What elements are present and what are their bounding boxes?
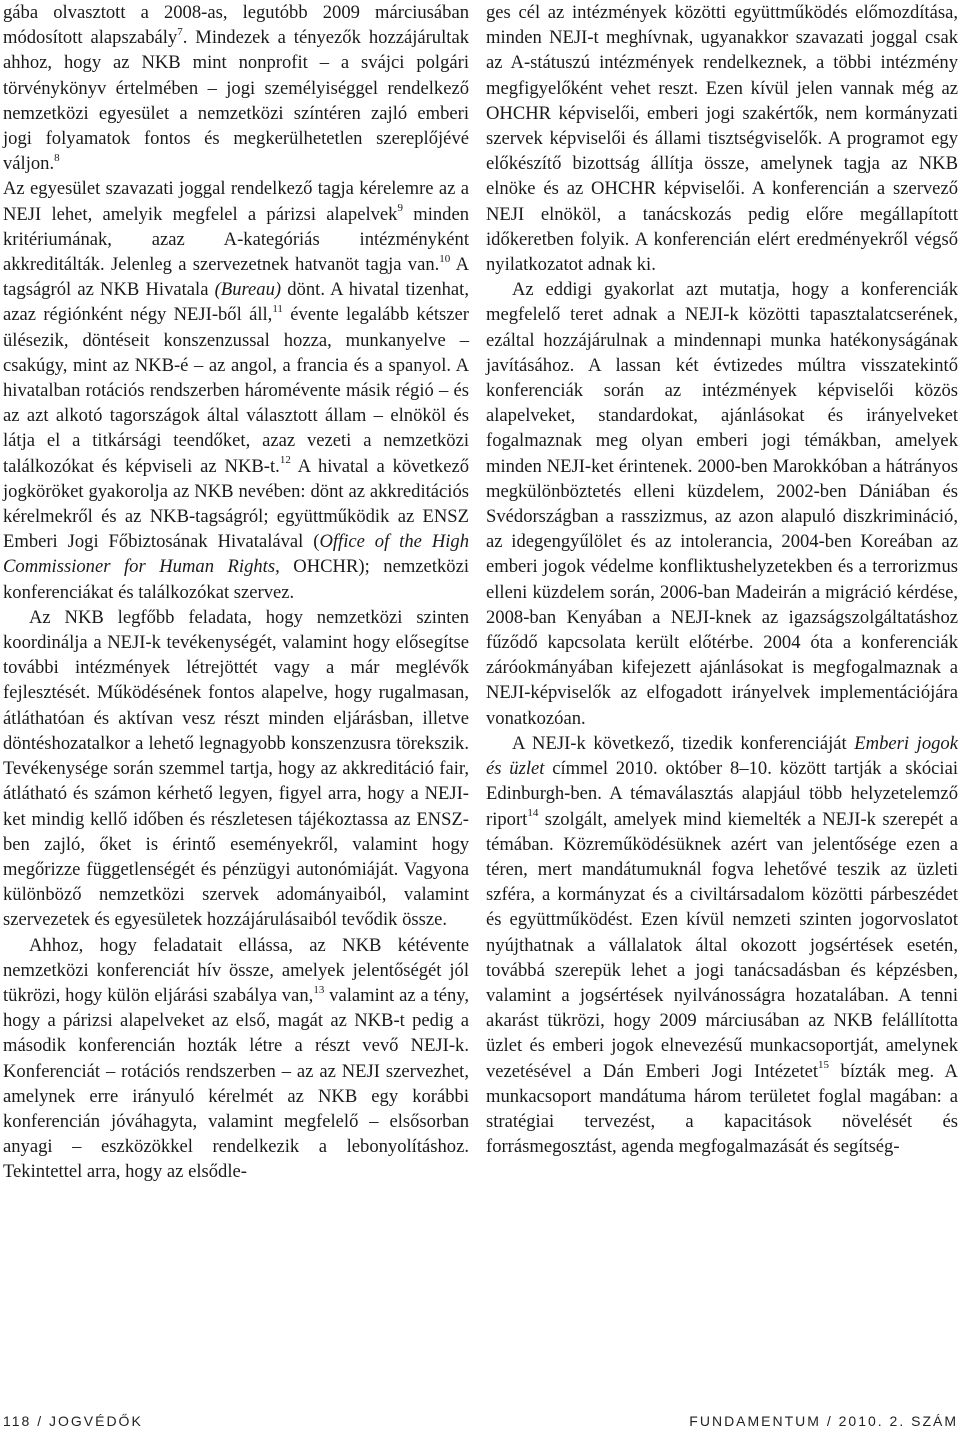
footnote-ref: 12: [279, 454, 291, 467]
right-paragraph-1: ges cél az intézmények közötti együttműködés előmozdítása, minden NEJI-t meghívnak, ugyanakkor szavazati joggal csak az A-státuszú intézmények rendelkeznek, a többi intézmény megfigyelőként vehet reszt. Ezen kívül jelen vannak még az OHCHR képviselői, emberi jogi szakértők, nem kormányzati szervek képviselői és állami tisztségviselők. A programot egy előkészítő bizottság állítja össze, amelynek tagja az NKB elnöke és az OHCHR képviselői. A konferencián a szervező NEJI elnököl, a tanácskozás pedig előre megállapított időkeretben folyik. A konferencián elért eredményekről végső nyilatkozatot adnak ki.: [486, 2, 958, 276]
footnote-ref: 14: [527, 807, 539, 820]
footnote-ref: 15: [818, 1059, 830, 1072]
footnote-ref: 8: [54, 152, 60, 165]
footnote-ref: 9: [397, 202, 403, 215]
left-paragraph-4: Ahhoz, hogy feladatait ellássa, az NKB kétévente nemzetközi konferenciát hív össze, amelyek jelentőségét jól tükrözi, hogy külön eljárási szabálya van,$^{13}$ valamint az a tény, hogy a párizsi alapelveket az első, magát az NKB-t pedig a második konferencián hozták létre a részt vevő NEJI-k. Konferenciát – rotációs rendszerben – az az NEJI szervezhet, amelynek erre irányuló kérelmét az NKB egy korábbi konferencián jóváhagyta, valamint megfelelő – elsősorban anyagi – eszközökkel rendelkezik a lebonyolításhoz. Tekintettel arra, hogy az elsődle-: [3, 934, 469, 1183]
footnote-ref: 11: [272, 303, 283, 316]
footnote-ref: 7: [177, 26, 183, 39]
footer-page-label: 118 / JOGVÉDŐK: [3, 1413, 143, 1429]
footnote-ref: 10: [439, 252, 451, 265]
left-column: [3, 0, 469, 1185]
left-paragraph-2: Az egyesület szavazati joggal rendelkező tagja kérelemre az a NEJI lehet, amelyik megfelel a párizsi alapelvek$^9$ minden kritériumának, azaz A-kategóriás intézményként akkreditálták. Jelenleg a szervezetnek hatvanöt tagja van.$^{10}$ A tagságról az NKB Hivatala (Bureau) dönt. A hivatal tizenhat, azaz régiónként négy NEJI-ből áll,$^{11}$ évente legalább kétszer ülésezik, döntéseit konszenzussal hozza, munkanyelve – csakúgy, mint az NKB-é – az angol, a francia és a spanyol. A hivatalban rotációs rendszerben háromévente másik régió – és az azt alkotó tagországok által választott állam – elnököl és látja el a titkársági teendőket, azaz vezeti a nemzetközi találkozókat és képviseli az NKB-t.$^{12}$ A hivatal a következő jogköröket gyakorolja az NKB nevében: dönt az akkreditációs kérelmekről és az NKB-tagságról; együttműködik az ENSZ Emberi Jogi Főbiztosának Hivatalával (Office of the High Commissioner for Human Rights, OHCHR); nemzetközi konferenciákat és találkozókat szervez.: [3, 178, 470, 603]
left-paragraph-1: gába olvasztott a 2008-as, legutóbb 2009 márciusában módosított alapszabály$^7$. Mindezek a tényezők hozzájárultak ahhoz, hogy az NKB mint nonprofit – a svájci polgári törvénykönyv értelmében – jogi személyiséggel rendelkező nemzetközi egyesület a nemzetközi színtéren zajló emberi jogi folyamatok fontos és megkerülhetetlen szereplőjévé váljon.$^8$: [3, 2, 469, 175]
right-paragraph-2: Az eddigi gyakorlat azt mutatja, hogy a konferenciák megfelelő teret adnak a NEJI-k közötti tapasztalatcserének, ezáltal hozzájárulnak a mindennapi munka hatékonyságának javításához. A lassan két évtizedes múltra visszatekintő konferenciák során az intézmények képviselői közös alapelveket, standardokat, ajánlásokat és irányelveket fogalmaznak meg olyan emberi jogi témákban, amelyek minden NEJI-ket érintenek. 2000-ben Marokkóban a hátrányos megkülönböztetés elleni küzdelem, 2002-ben Dániában és Svédországban a rasszizmus, az azon alapuló diszkrimináció, az idegengyűlölet és az intolerancia, 2004-ben Koreában az emberi jogok védelme konfliktushelyzetekben és a terrorizmus elleni küzdelem során, 2006-ban Madeirán a migráció kérdése, 2008-ban Kenyában a NEJI-knek az igazságszolgáltatáshoz fűződő kapcsolata került előtérbe. 2004 óta a konferenciák záróokmányában kifejezett ajánlásokat is megfogalmaznak a NEJI-képviselők az elfogadott irányelvek implementációjára vonatkozóan.: [486, 279, 958, 729]
footnote-ref: 13: [313, 983, 325, 996]
left-paragraph-3: Az NKB legfőbb feladata, hogy nemzetközi szinten koordinálja a NEJI-k tevékenységét, valamint hogy elősegítse további intézmények létrejöttét vagy a már meglévők fejlesztését. Működésének fontos alapelve, hogy rugalmasan, átláthatóan és aktívan vesz részt minden eljárásban, illetve döntéshozatalkor a lehető legnagyobb konszenzusra törekszik. Tevékenysége során szemmel tartja, hogy az akkreditáció fair, átlátható és számon kérhető legyen, figyel arra, hogy a NEJI-ket mindig kellő időben és részletesen tájékoztassa az ENSZ-ben zajló, őket is érintő eseményekről, valamint hogy megőrizze függetlenségét és pénzügyi autonómiáját. Vagyona különböző nemzetközi szervek adományaiból, valamint szervezetek és egyesületek hozzájárulásaiból tevődik össze.: [3, 606, 469, 931]
right-column: [486, 0, 958, 1159]
footer-journal-label: FUNDAMENTUM / 2010. 2. SZÁM: [689, 1413, 958, 1429]
right-paragraph-3: A NEJI-k következő, tizedik konferenciáját Emberi jogok és üzlet címmel 2010. október 8–10. között tartják a skóciai Edinburgh-ben. A témaválasztás alapjául több helyzetelemző riport$^{14}$ szolgált, amelyek mind kiemelték a NEJI-k szerepét a témában. Közreműködésüknek azért van jelentősége ezen a téren, mert mandátumuknál fogva lehetővé teszik az üzleti szféra, a kormányzat és a civiltársadalom közötti párbeszédet és együttműködést. Ezen kívül nemzeti szinten jogorvoslatot nyújthatnak a vállalatok által okozott jogsértések esetén, továbbá szerepük lehet a jogi tanácsadásban és képzésben, valamint a jogsértések nyilvánosságra hozatalában. A tenni akarást tükrözi, hogy 2009 márciusában az NKB felállította üzlet és emberi jogok elnevezésű munkacsoportját, amelynek vezetésével a Dán Emberi Jogi Intézetet$^{15}$ bízták meg. A munkacsoport mandátuma három területet foglal magában: a stratégiai tervezést, a kapacitások növelését és forrásmegosztást, agenda megfogalmazását és segítség-: [486, 732, 958, 1158]
